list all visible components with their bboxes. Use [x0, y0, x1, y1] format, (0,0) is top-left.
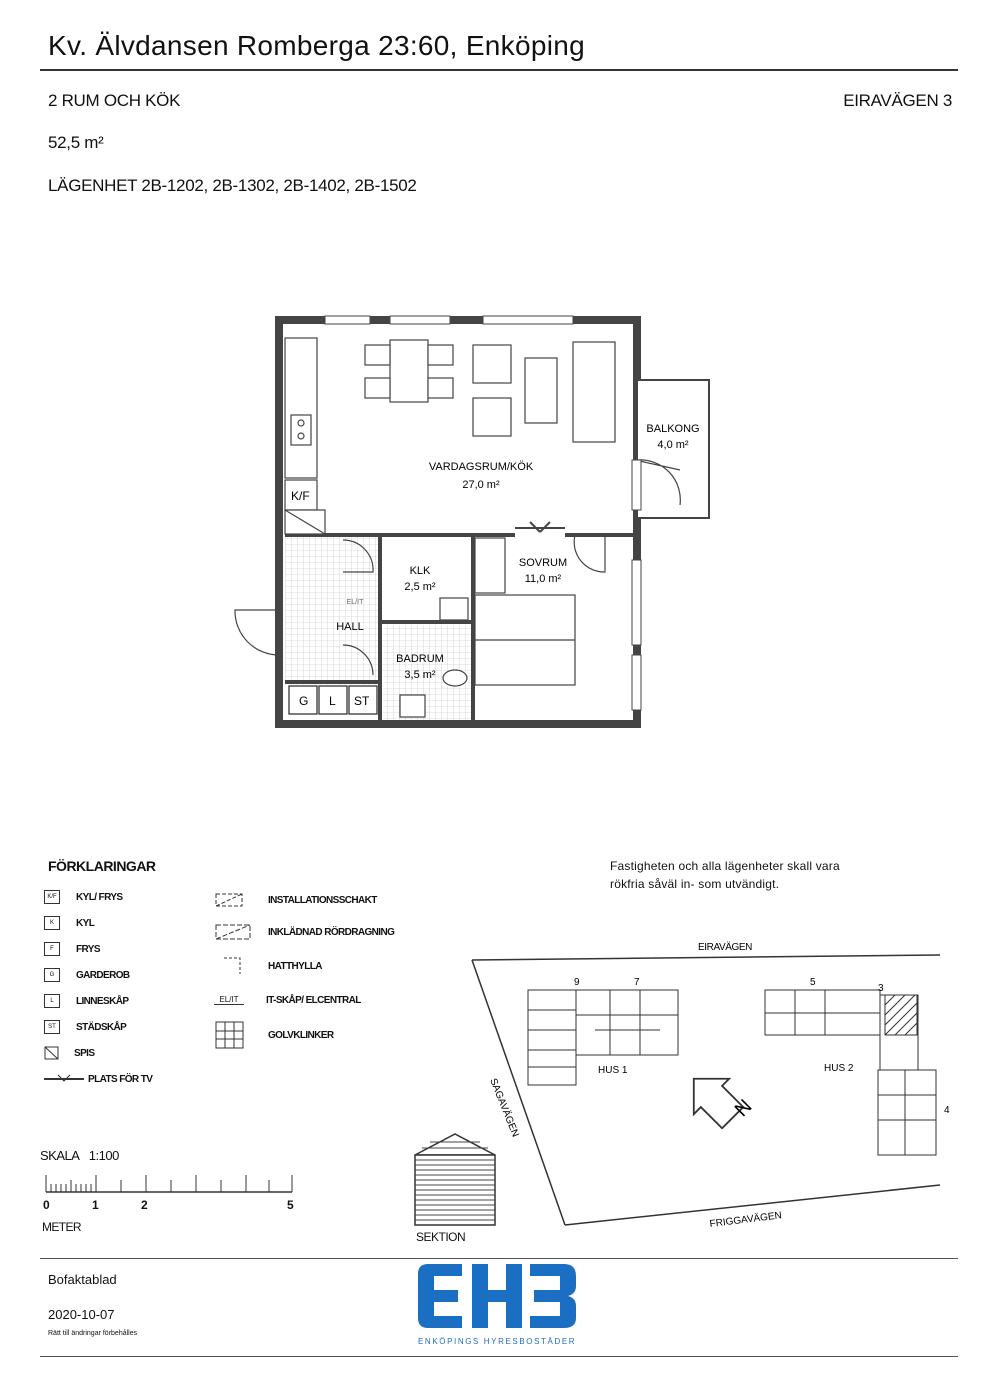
scale-tick-2: 2: [141, 1198, 148, 1212]
legend-right: [214, 884, 444, 1054]
smoke-free-note: Fastigheten och alla lägenheter skall vara rökfria såväl in- som utvändigt.: [610, 859, 840, 891]
street-frigga: FRIGGAVÄGEN: [709, 1210, 783, 1230]
house-number-4: 4: [944, 1105, 950, 1116]
footer-rule-top: [40, 1258, 958, 1259]
section-label: SEKTION: [416, 1230, 466, 1244]
legend-item-g: G GARDEROB: [44, 962, 204, 988]
street-eira: EIRAVÄGEN: [698, 942, 753, 953]
north-label: N: [730, 1095, 757, 1122]
windows-top: [325, 316, 573, 324]
sofa-group: [473, 342, 615, 442]
area-label: 52,5 m²: [48, 133, 104, 152]
storage-g: G: [299, 694, 309, 708]
doc-type: Bofaktablad: [48, 1272, 117, 1287]
tile-grid-icon: [214, 1020, 246, 1050]
scale-tick-0: 0: [43, 1198, 50, 1212]
legend-item-klinker: GOLVKLINKER: [214, 1016, 444, 1054]
kitchen-counter: [285, 338, 325, 534]
hat-shelf-icon: [214, 955, 250, 977]
bath-name: BADRUM: [396, 653, 444, 665]
legend-item-tv: PLATS FÖR TV: [44, 1066, 204, 1092]
house-number-9: 9: [574, 977, 580, 988]
dining-set: [365, 340, 453, 402]
bath-area: 3,5 m²: [404, 669, 436, 681]
legend-item-itskap: EL/IT IT-SKÅP/ ELCENTRAL: [214, 984, 444, 1016]
legend-item-k: K KYL: [44, 910, 204, 936]
bedroom-name: SOVRUM: [518, 557, 568, 569]
legend-item-schakt: INSTALLATIONSSCHAKT: [214, 884, 444, 916]
closet-name: KLK: [409, 565, 431, 577]
disclaimer: Rätt till ändringar förbehålles: [48, 1330, 138, 1337]
entry-door: [235, 610, 279, 655]
scale-bar: [40, 1163, 310, 1199]
legend-item-st: ST STÄDSKÅP: [44, 1014, 204, 1040]
hatched-building: [885, 995, 917, 1035]
header-rule: [40, 69, 958, 71]
storage-st: ST: [354, 694, 370, 708]
stove-icon: [44, 1046, 60, 1060]
legend-item-hatthylla: HATTHYLLA: [214, 948, 444, 984]
hus2-label: HUS 2: [824, 1063, 854, 1074]
house-number-7: 7: [634, 977, 640, 988]
tv-marker: [515, 522, 565, 532]
floor-plan: [225, 310, 725, 730]
tv-icon: [44, 1074, 88, 1084]
legend-item-spis: SPIS: [44, 1040, 204, 1066]
page-title: Kv. Älvdansen Romberga 23:60, Enköping: [48, 30, 585, 61]
scale-tick-1: 1: [92, 1198, 99, 1212]
site-plan: [460, 935, 960, 1235]
scale-unit: METER: [42, 1220, 82, 1234]
house-number-3: 3: [878, 983, 884, 994]
legend-item-rordragning: INKLÄDNAD RÖRDRAGNING: [214, 916, 444, 948]
elit-label: EL/IT: [346, 599, 364, 606]
address-label: EIRAVÄGEN 3: [843, 91, 952, 110]
windows-right: [632, 460, 641, 710]
street-saga: SAGAVÄGEN: [487, 1077, 521, 1139]
legend-title: FÖRKLARINGAR: [48, 858, 156, 874]
storage-l: L: [329, 694, 336, 708]
living-area: 27,0 m²: [462, 479, 500, 491]
closet-area: 2,5 m²: [404, 581, 436, 593]
doc-date: 2020-10-07: [48, 1307, 115, 1322]
scale-tick-5: 5: [287, 1198, 294, 1212]
hall-name: HALL: [336, 621, 364, 633]
ehb-logo: [414, 1262, 579, 1330]
apartments-label: LÄGENHET 2B-1202, 2B-1302, 2B-1402, 2B-1502: [48, 176, 417, 195]
living-name: VARDAGSRUM/KÖK: [428, 461, 534, 473]
pipe-icon: [214, 923, 254, 941]
hall-tiles: [285, 535, 380, 685]
house-number-5: 5: [810, 977, 816, 988]
legend-left: [44, 884, 204, 1092]
company-name: ENKÖPINGS HYRESBOSTÄDER: [418, 1337, 577, 1346]
balcony-area: 4,0 m²: [657, 439, 689, 451]
balcony-name: BALKONG: [646, 423, 700, 435]
bedroom-area: 11,0 m²: [524, 573, 562, 585]
legend-item-kf: K/F KYL/ FRYS: [44, 884, 204, 910]
scale-label: SKALA 1:100: [40, 1148, 119, 1163]
footer-rule-bottom: [40, 1356, 958, 1357]
kf-label: K/F: [291, 489, 310, 503]
shaft-icon: [214, 892, 250, 908]
rooms-label: 2 RUM OCH KÖK: [48, 91, 181, 110]
hus1-label: HUS 1: [598, 1065, 628, 1076]
legend-item-l: L LINNESKÅP: [44, 988, 204, 1014]
legend-item-f: F FRYS: [44, 936, 204, 962]
